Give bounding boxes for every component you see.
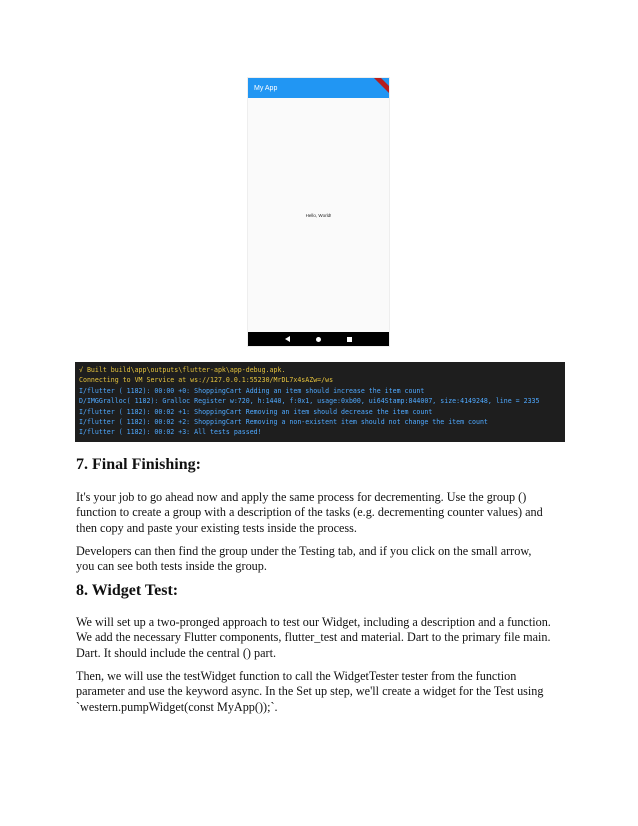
- app-bar: [248, 78, 389, 98]
- console-line: I/flutter ( 1182): 00:00 +0: ShoppingCart Adding an item should increase the item count: [79, 386, 425, 395]
- console-line: I/flutter ( 1182): 00:02 +2: ShoppingCart Removing a non-existent item should not change the item count: [79, 418, 488, 427]
- section-heading-widget-test: 8. Widget Test:: [76, 582, 179, 599]
- section-heading-final-finishing: 7. Final Finishing:: [76, 456, 201, 473]
- text-line: We will set up a two-pronged approach to test our Widget, including a description and a function.: [76, 615, 551, 629]
- console-line: √ Built build\app\outputs\flutter-apk\app-debug.apk.: [79, 366, 286, 374]
- text-line: parameter and use the keyword async. In the Set up step, we'll create a widget for the Test using: [76, 684, 544, 699]
- text-line: you can see both tests inside the group.: [76, 559, 267, 574]
- hello-text: Hello, World!: [305, 212, 332, 218]
- paragraph: [76, 615, 568, 661]
- app-body: [248, 98, 389, 332]
- text-line: Then, we will use the testWidget function to call the WidgetTester tester from the function: [76, 669, 517, 683]
- back-icon[interactable]: [285, 336, 290, 342]
- paragraph: [76, 544, 568, 575]
- app-title: My App: [254, 84, 278, 92]
- recents-icon[interactable]: [347, 337, 352, 342]
- console-line: D/IMGGralloc( 1182): Gralloc Register w:720, h:1440, f:0x1, usage:0xb00, ui64Stamp:844007, size:4149248, line = 2335: [79, 397, 540, 406]
- console-line: I/flutter ( 1182): 00:02 +1: ShoppingCart Removing an item should decrease the item count: [79, 407, 433, 416]
- text-line: We add the necessary Flutter components, flutter_test and material. Dart to the primary file main.: [76, 630, 551, 645]
- console-line: I/flutter ( 1182): 00:02 +3: All tests passed!: [79, 428, 262, 437]
- text-line: then copy and paste your existing tests inside the process.: [76, 520, 357, 535]
- text-line: function to create a group with a description of the tasks (e.g. decrementing counter values) and: [76, 505, 543, 520]
- paragraph: [76, 490, 568, 536]
- phone-screenshot: [248, 78, 389, 346]
- paragraph: [76, 669, 568, 715]
- text-line: Dart. It should include the central () part.: [76, 645, 277, 660]
- android-nav-bar: [248, 332, 389, 346]
- text-line: It's your job to go ahead now and apply the same process for decrementing. Use the group (): [76, 490, 527, 504]
- home-icon[interactable]: [316, 337, 321, 342]
- text-line: `western.pumpWidget(const MyApp());`.: [76, 699, 278, 714]
- console-line: Connecting to VM Service at ws://127.0.0.1:55230/MrDL7x4sAZw=/ws: [79, 376, 334, 385]
- text-line: Developers can then find the group under the Testing tab, and if you click on the small arrow,: [76, 544, 532, 558]
- console-output: [75, 362, 565, 442]
